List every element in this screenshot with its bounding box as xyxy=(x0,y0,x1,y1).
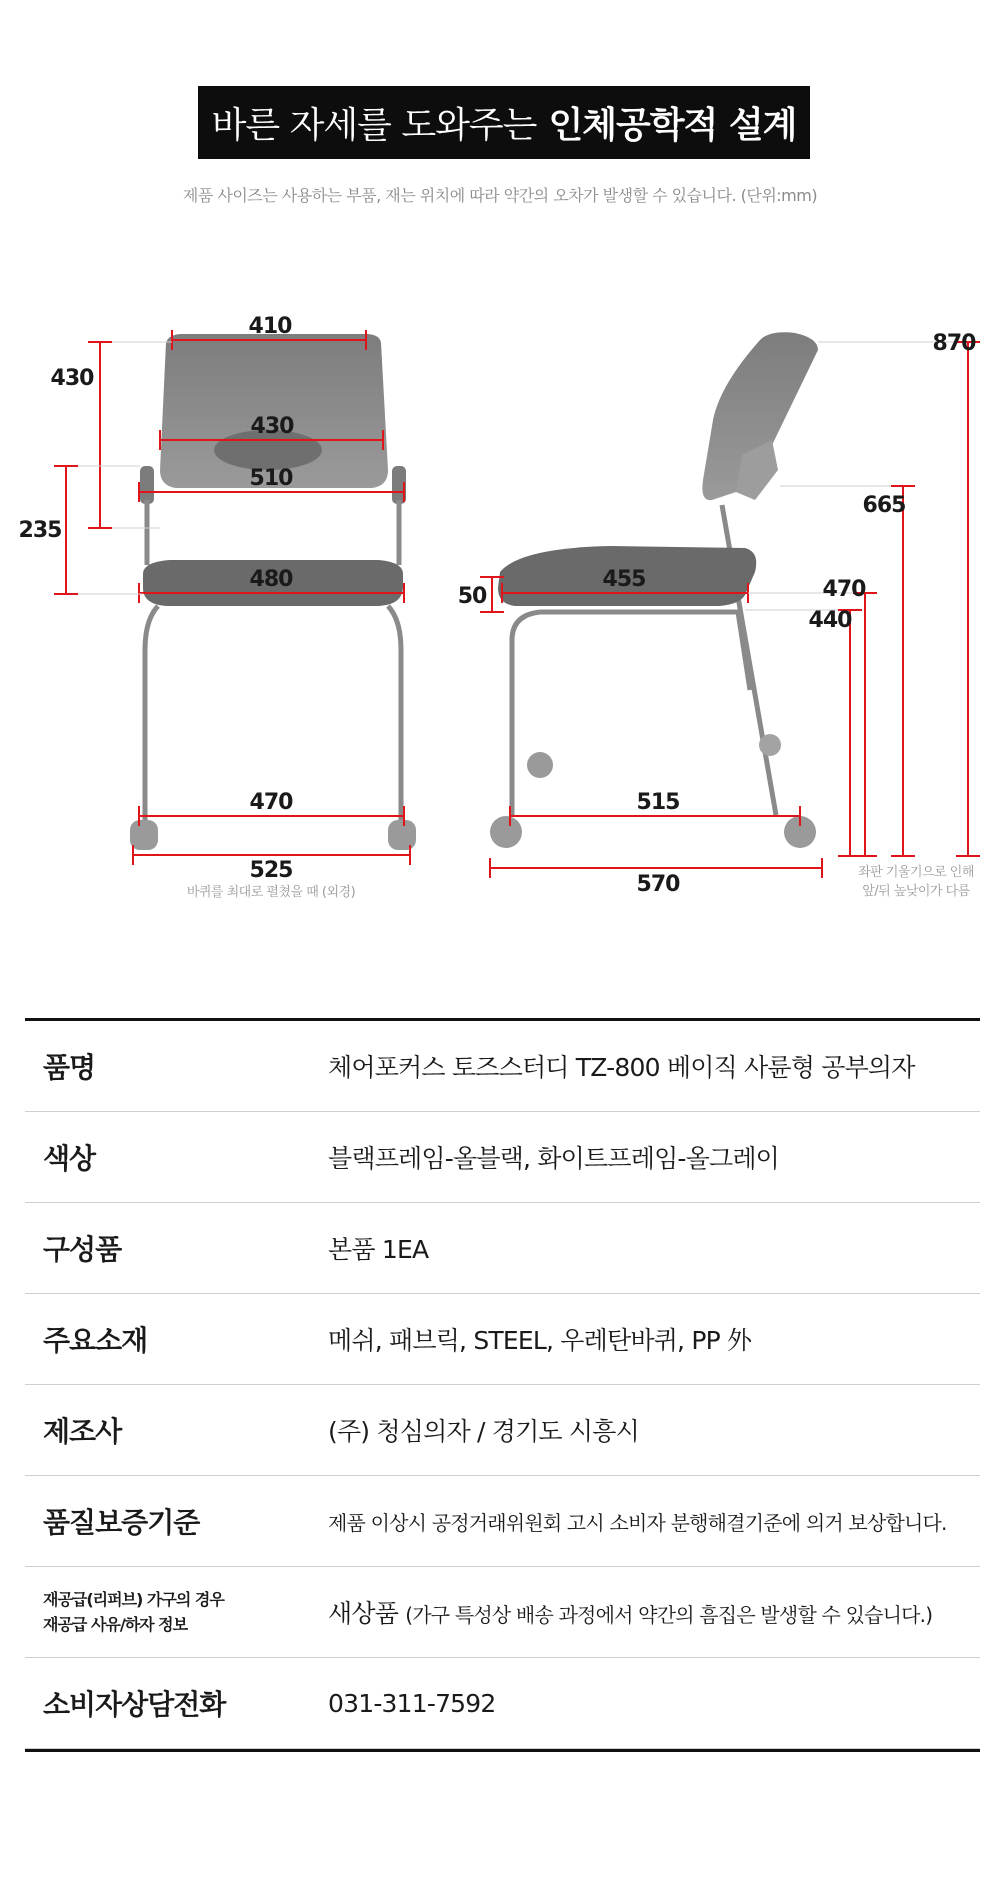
side-caption-line1: 좌판 기울기으로 인해 xyxy=(858,865,974,880)
spec-value-note: (가구 특성상 배송 과정에서 약간의 흠집은 발생할 수 있습니다.) xyxy=(405,1603,933,1627)
dim-total-depth: 570 xyxy=(636,872,680,897)
dim-wheel-base: 515 xyxy=(636,790,680,815)
dim-backrest-width: 410 xyxy=(248,314,292,339)
spec-value: 본품 1EA xyxy=(328,1235,429,1264)
spec-row-materials xyxy=(25,1294,980,1385)
dim-armrest-width: 510 xyxy=(249,466,293,491)
spec-label: 주요소재 xyxy=(43,1324,148,1357)
spec-row-color xyxy=(25,1112,980,1203)
spec-table xyxy=(25,1018,980,1752)
dimension-drawing xyxy=(0,0,1000,920)
spec-label-line2: 재공급 사유/하자 정보 xyxy=(43,1615,188,1634)
size-note: 제품 사이즈는 사용하는 부품, 재는 위치에 따라 약간의 오차가 발생할 수 있습니다. (단위:mm) xyxy=(182,186,818,205)
spec-bottom-rule xyxy=(25,1749,980,1752)
spec-row-phone xyxy=(25,1658,980,1749)
spec-label: 구성품 xyxy=(43,1233,122,1266)
dim-back-height: 665 xyxy=(862,493,906,518)
dim-seat-height-front: 470 xyxy=(822,577,866,602)
dim-total-height: 870 xyxy=(932,331,976,356)
spec-row-refurb xyxy=(25,1567,980,1658)
dim-backrest-height: 430 xyxy=(50,366,94,391)
spec-value: 031-311-7592 xyxy=(328,1688,496,1718)
spec-value: 메쉬, 패브릭, STEEL, 우레탄바퀴, PP 外 xyxy=(328,1326,752,1355)
spec-label-line1: 재공급(리퍼브) 가구의 경우 xyxy=(43,1590,224,1609)
spec-row-components xyxy=(25,1203,980,1294)
spec-value: 블랙프레임-올블랙, 화이트프레임-올그레이 xyxy=(328,1144,780,1173)
spec-label: 색상 xyxy=(43,1142,96,1175)
dim-mid-width: 430 xyxy=(250,414,294,439)
spec-label: 제조사 xyxy=(43,1415,122,1448)
spec-row-warranty xyxy=(25,1476,980,1567)
spec-value: (주) 청심의자 / 경기도 시흥시 xyxy=(328,1417,639,1446)
dim-armrest-height: 235 xyxy=(18,518,62,543)
spec-label: 품명 xyxy=(43,1051,96,1084)
side-caption-line2: 앞/뒤 높낮이가 다름 xyxy=(862,884,970,899)
banner-bold-text: 인체공학적 설계 xyxy=(548,105,797,146)
spec-value: 체어포커스 토즈스터디 TZ-800 베이직 사륜형 공부의자 xyxy=(328,1053,915,1082)
front-caption: 바퀴를 최대로 펼쳤을 때 (외경) xyxy=(186,885,356,900)
spec-row-product-name xyxy=(25,1021,980,1112)
dim-inner-base: 470 xyxy=(249,790,293,815)
spec-value xyxy=(328,1594,980,1630)
side-chair-illustration xyxy=(490,332,818,848)
spec-value: 제품 이상시 공정거래위원회 고시 소비자 분행해결기준에 의거 보상합니다. xyxy=(328,1510,947,1535)
dim-seat-height-back: 440 xyxy=(808,608,852,633)
dim-seat-thickness: 50 xyxy=(457,584,487,609)
dim-seat-depth: 455 xyxy=(602,567,646,592)
dim-outer-base: 525 xyxy=(249,858,293,883)
banner-light-text: 바른 자세를 도와주는 xyxy=(211,105,537,146)
dim-seat-width: 480 xyxy=(249,567,293,592)
spec-row-manufacturer xyxy=(25,1385,980,1476)
spec-label: 소비자상담전화 xyxy=(43,1688,226,1721)
spec-label xyxy=(25,1587,328,1637)
spec-value-main: 새상품 xyxy=(328,1599,399,1628)
spec-label: 품질보증기준 xyxy=(43,1506,200,1539)
